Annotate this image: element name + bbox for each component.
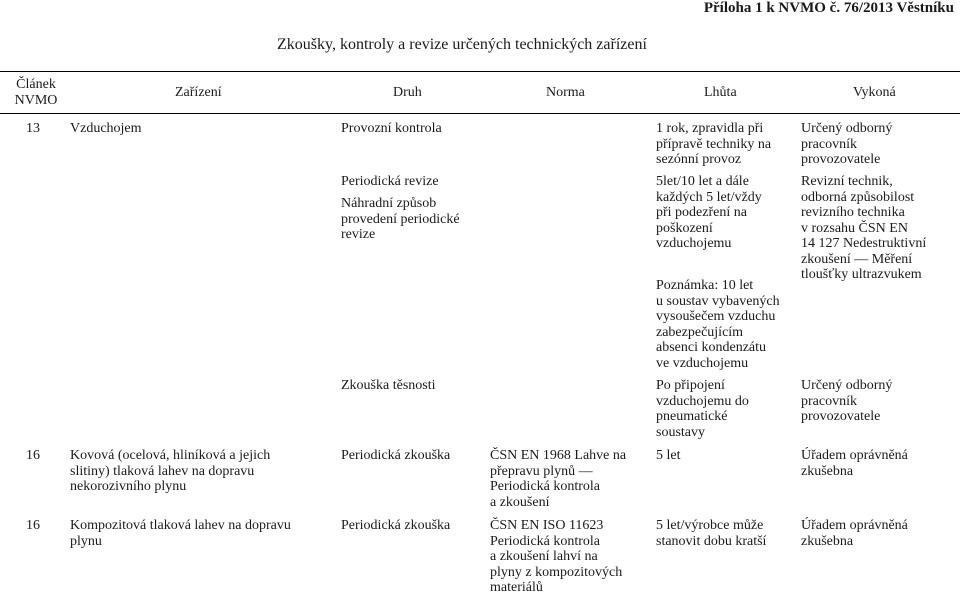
row-deadline: 5 let [656,448,681,463]
row-norm: ČSN EN 1968 Lahve na přepravu plynů — Periodická kontrola a zkoušení [490,448,627,510]
col-header-deadline: Lhůta [704,85,737,100]
row-norm: ČSN EN ISO 11623 Periodická kontrola a zkoušení lahví na plyny z kompozitových materiálů [490,518,623,595]
col-header-type: Druh [393,85,422,100]
row-type: Periodická revize [341,174,439,189]
document-title: Zkoušky, kontroly a revize určených technických zařízení [277,36,647,53]
row-type: Zkouška těsnosti [341,378,436,393]
col-header-performer: Vykoná [853,85,896,100]
row-type: Provozní kontrola [341,121,442,136]
row-deadline: 5let/10 let a dále každých 5 let/vždy při podezření na poškození vzduchojemu [656,174,762,251]
row-article: 13 [26,121,40,136]
row-article: 16 [26,518,40,533]
row-device: Vzduchojem [70,121,142,136]
row-device: Kompozitová tlaková lahev na dopravu plynu [70,518,291,549]
row-deadline: 5 let/výrobce může stanovit dobu kratší [656,518,767,549]
row-deadline-note: Poznámka: 10 let u soustav vybavených vysoušečem vzduchu zabezpečujícím absenci kondenzátu ve vzduchojemu [656,278,780,371]
col-header-article: Článek NVMO [14,77,58,108]
col-header-device: Zařízení [175,85,222,100]
row-device: Kovová (ocelová, hliníková a jejich slitiny) tlaková lahev na dopravu nekorozivního plynu [70,448,271,494]
row-type: Periodická zkouška [341,518,451,533]
col-header-norm: Norma [546,85,585,100]
row-performer: Revizní technik, odborná způsobilost revizního technika v rozsahu ČSN EN 14 127 Nedestruktivní zkoušení — Měření tloušťky ultrazvukem [801,174,927,282]
row-article: 16 [26,448,40,463]
table-top-rule [0,71,960,72]
header-bottom-rule [0,113,960,114]
annex-reference: Příloha 1 k NVMO č. 76/2013 Věstníku [703,0,954,16]
row-type-alternative: Náhradní způsob provedení periodické revize [341,196,460,242]
row-type: Periodická zkouška [341,448,451,463]
row-performer: Úřadem oprávněná zkušebna [801,448,908,479]
row-performer: Určený odborný pracovník provozovatele [801,378,893,424]
row-deadline: Po připojení vzduchojemu do pneumatické soustavy [656,378,749,440]
row-deadline: 1 rok, zpravidla při přípravě techniky na sezónní provoz [656,121,772,167]
row-performer: Určený odborný pracovník provozovatele [801,121,893,167]
row-performer: Úřadem oprávněná zkušebna [801,518,908,549]
